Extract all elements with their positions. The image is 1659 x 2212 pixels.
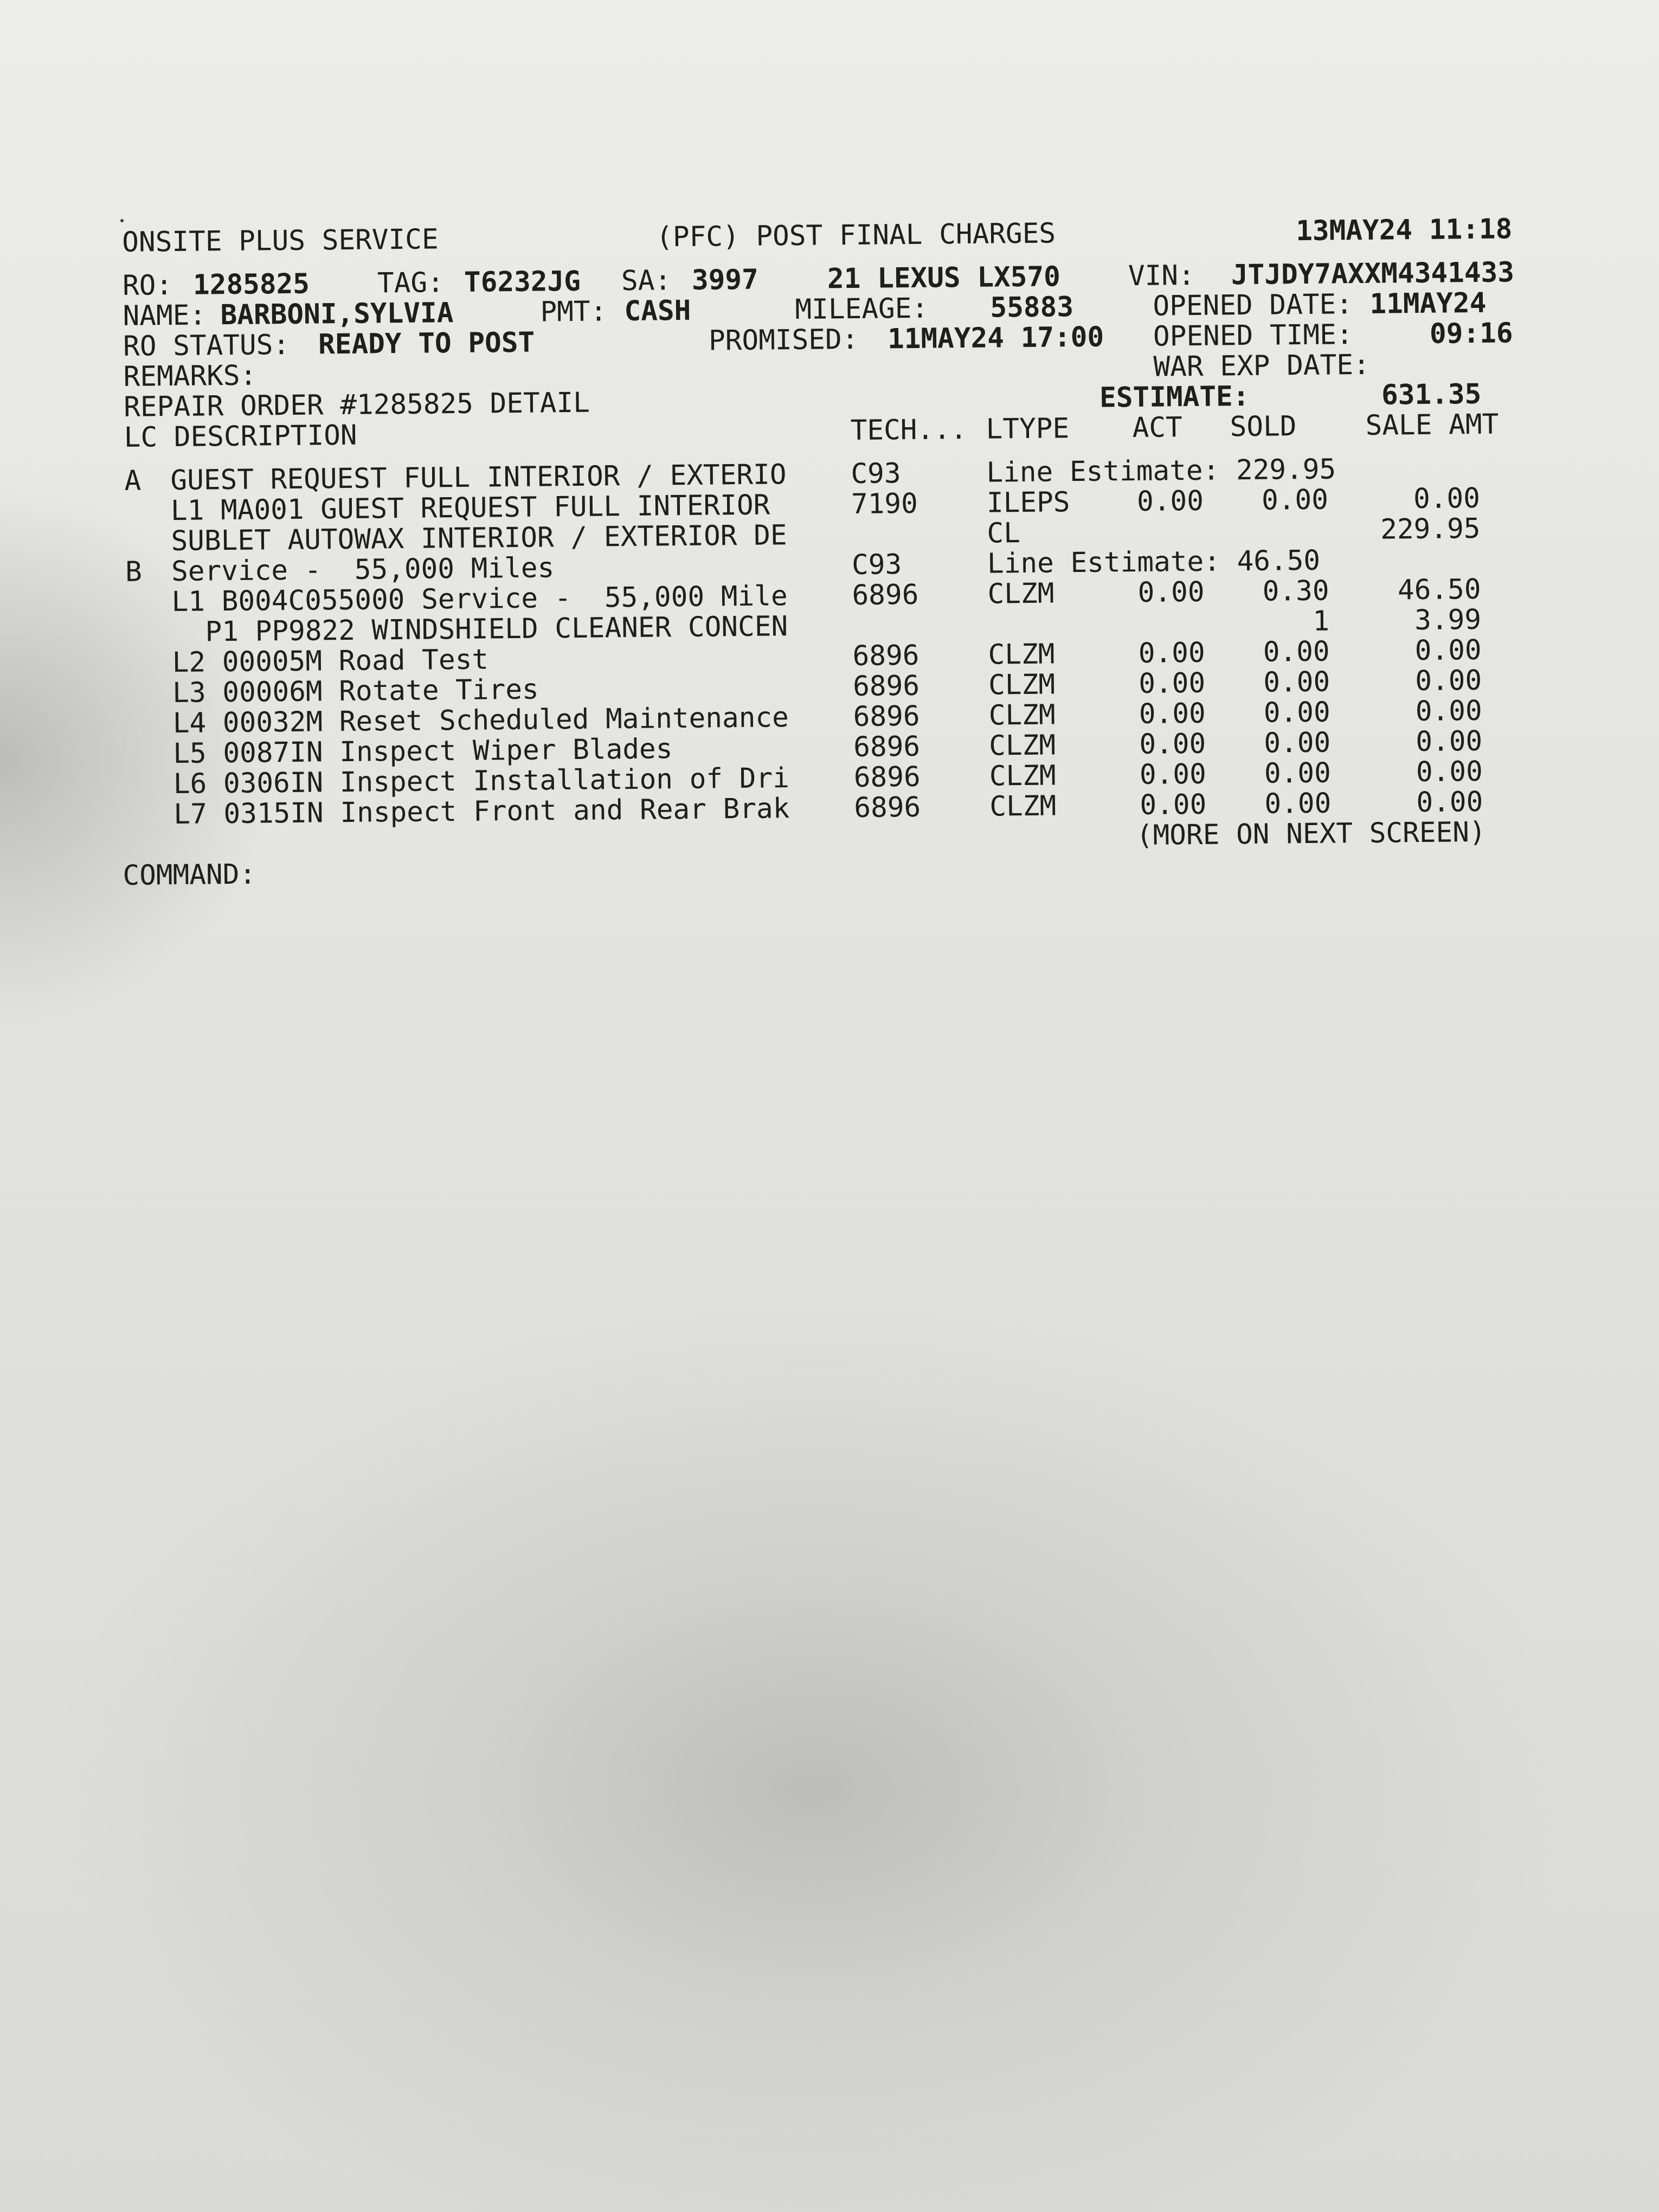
line-type: Line Estimate: 229.95: [986, 453, 1336, 489]
estimate-label: ESTIMATE:: [1099, 380, 1250, 414]
pmt-label: PMT:: [540, 295, 607, 329]
opened-date-value: 11MAY24: [1369, 287, 1487, 320]
opened-date-label: OPENED DATE:: [1153, 288, 1353, 323]
line-tech: 6896: [853, 700, 920, 733]
line-sale-amt: 0.00: [1413, 482, 1481, 516]
war-exp-label: WAR EXP DATE:: [1153, 349, 1370, 383]
line-tech: C93: [851, 549, 902, 582]
line-description: P1 PP9822 WINDSHIELD CLEANER CONCEN: [171, 610, 788, 649]
command-prompt[interactable]: COMMAND:: [123, 858, 256, 892]
line-description: L3 00006M Rotate Tires: [172, 673, 539, 710]
line-act: 0.00: [1140, 788, 1207, 821]
line-type: Line Estimate: 46.50: [987, 544, 1321, 580]
line-type: CLZM: [988, 638, 1055, 671]
line-type: CLZM: [989, 760, 1056, 793]
payment-method: CASH: [624, 294, 691, 328]
screen-title: (PFC) POST FINAL CHARGES: [655, 217, 1056, 254]
line-code: B: [125, 556, 143, 588]
opened-time-value: 09:16: [1429, 317, 1513, 350]
detail-title: REPAIR ORDER #1285825 DETAIL: [123, 387, 590, 423]
col-sale-amt: SALE AMT: [1365, 408, 1499, 442]
line-sold: 0.00: [1264, 726, 1331, 760]
line-description: L1 B004C055000 Service - 55,000 Mile: [171, 580, 788, 619]
sa-number: 3997: [691, 263, 759, 297]
name-label: NAME:: [123, 299, 207, 332]
line-tech: C93: [851, 458, 901, 491]
vin-label: VIN:: [1128, 259, 1195, 293]
col-act: ACT: [1132, 411, 1183, 445]
line-act: 0.00: [1138, 636, 1205, 670]
vehicle-description: 21 LEXUS LX570: [827, 261, 1061, 295]
line-sold: 0.00: [1263, 635, 1330, 668]
line-code: A: [124, 465, 142, 497]
line-description: GUEST REQUEST FULL INTERIOR / EXTERIO: [170, 459, 787, 497]
line-tech: 6896: [852, 639, 919, 673]
line-type: CLZM: [987, 577, 1054, 610]
mileage-label: MILEAGE:: [795, 292, 929, 326]
line-sale-amt: 0.00: [1416, 755, 1483, 789]
line-code: [126, 678, 159, 679]
line-sold: 0.00: [1264, 787, 1332, 820]
line-sold: 1: [1313, 605, 1330, 638]
repair-lines: [119, 453, 1542, 831]
line-act: 0.00: [1136, 485, 1204, 518]
more-on-next-screen: (MORE ON NEXT SCREEN): [1136, 816, 1486, 852]
timestamp: 13MAY24 11:18: [1295, 213, 1513, 248]
line-sale-amt: 3.99: [1414, 603, 1482, 637]
line-type: CLZM: [988, 668, 1056, 702]
line-sale-amt: 229.95: [1380, 512, 1481, 546]
mileage-value: 55883: [990, 291, 1074, 324]
col-tech: TECH...: [850, 413, 967, 447]
status-label: RO STATUS:: [123, 329, 290, 363]
terminal-screen: [117, 214, 1544, 891]
line-type: CLZM: [988, 699, 1056, 732]
line-sale-amt: 0.00: [1416, 786, 1483, 819]
col-sold: SOLD: [1230, 410, 1297, 443]
line-sale-amt: 0.00: [1416, 725, 1483, 758]
line-tech: 7190: [851, 487, 918, 521]
line-code: [127, 769, 160, 770]
line-type: ILEPS: [986, 486, 1070, 519]
line-type: CLZM: [989, 790, 1057, 823]
col-lc-description: LC DESCRIPTION: [124, 419, 357, 454]
line-code: [125, 526, 157, 527]
customer-name: BARBONI,SYLVIA: [220, 297, 454, 332]
line-description: L4 00032M Reset Scheduled Maintenance: [172, 702, 789, 740]
line-type: CL: [987, 517, 1021, 550]
line-type: CLZM: [988, 729, 1056, 762]
sa-label: SA:: [621, 265, 672, 298]
line-description: L2 00005M Road Test: [172, 644, 489, 679]
line-act: 0.00: [1139, 728, 1206, 761]
line-description: L7 0315IN Inspect Front and Rear Brak: [173, 793, 790, 831]
ro-label: RO:: [122, 269, 173, 302]
line-code: [125, 587, 158, 588]
line-description: Service - 55,000 Miles: [171, 552, 555, 588]
line-sold: 0.00: [1263, 696, 1330, 729]
app-name: ONSITE PLUS SERVICE: [121, 223, 439, 259]
line-sale-amt: 0.00: [1415, 695, 1482, 728]
line-act: 0.00: [1139, 758, 1207, 791]
line-sold: 0.00: [1263, 666, 1330, 699]
promised-value: 11MAY24 17:00: [887, 321, 1104, 356]
line-sale-amt: 46.50: [1397, 573, 1481, 607]
line-tech: 6896: [853, 761, 921, 794]
line-act: 0.00: [1137, 576, 1205, 609]
line-tech: 6896: [853, 730, 921, 763]
tag-label: TAG:: [377, 267, 445, 300]
line-sale-amt: 0.00: [1415, 664, 1482, 698]
line-sale-amt: 0.00: [1414, 634, 1482, 667]
line-description: L6 0306IN Inspect Installation of Dri: [173, 762, 790, 801]
paper-speck: [120, 219, 124, 222]
line-sold: 0.00: [1264, 757, 1332, 790]
line-sold: 0.00: [1261, 484, 1329, 517]
line-tech: 6896: [854, 791, 921, 824]
promised-label: PROMISED:: [708, 323, 859, 357]
line-tech: 6896: [852, 578, 919, 612]
remarks-label: REMARKS:: [123, 359, 257, 393]
opened-time-label: OPENED TIME:: [1153, 319, 1353, 353]
ro-status: READY TO POST: [318, 326, 535, 361]
line-description: SUBLET AUTOWAX INTERIOR / EXTERIOR DE: [171, 519, 787, 558]
line-act: 0.00: [1139, 697, 1206, 730]
vin-number: JTJDY7AXXM4341433: [1231, 256, 1515, 292]
col-ltype: LTYPE: [986, 413, 1070, 446]
line-description: L5 0087IN Inspect Wiper Blades: [173, 733, 673, 770]
line-code: [127, 739, 159, 740]
line-act: 0.00: [1139, 667, 1206, 700]
line-tech: 6896: [852, 670, 920, 703]
line-code: [125, 496, 157, 497]
line-sold: 0.30: [1262, 575, 1329, 608]
estimate-value: 631.35: [1381, 378, 1482, 411]
tag-number: T6232JG: [464, 265, 581, 299]
line-description: L1 MA001 GUEST REQUEST FULL INTERIOR: [170, 489, 770, 528]
ro-number: 1285825: [192, 268, 310, 301]
